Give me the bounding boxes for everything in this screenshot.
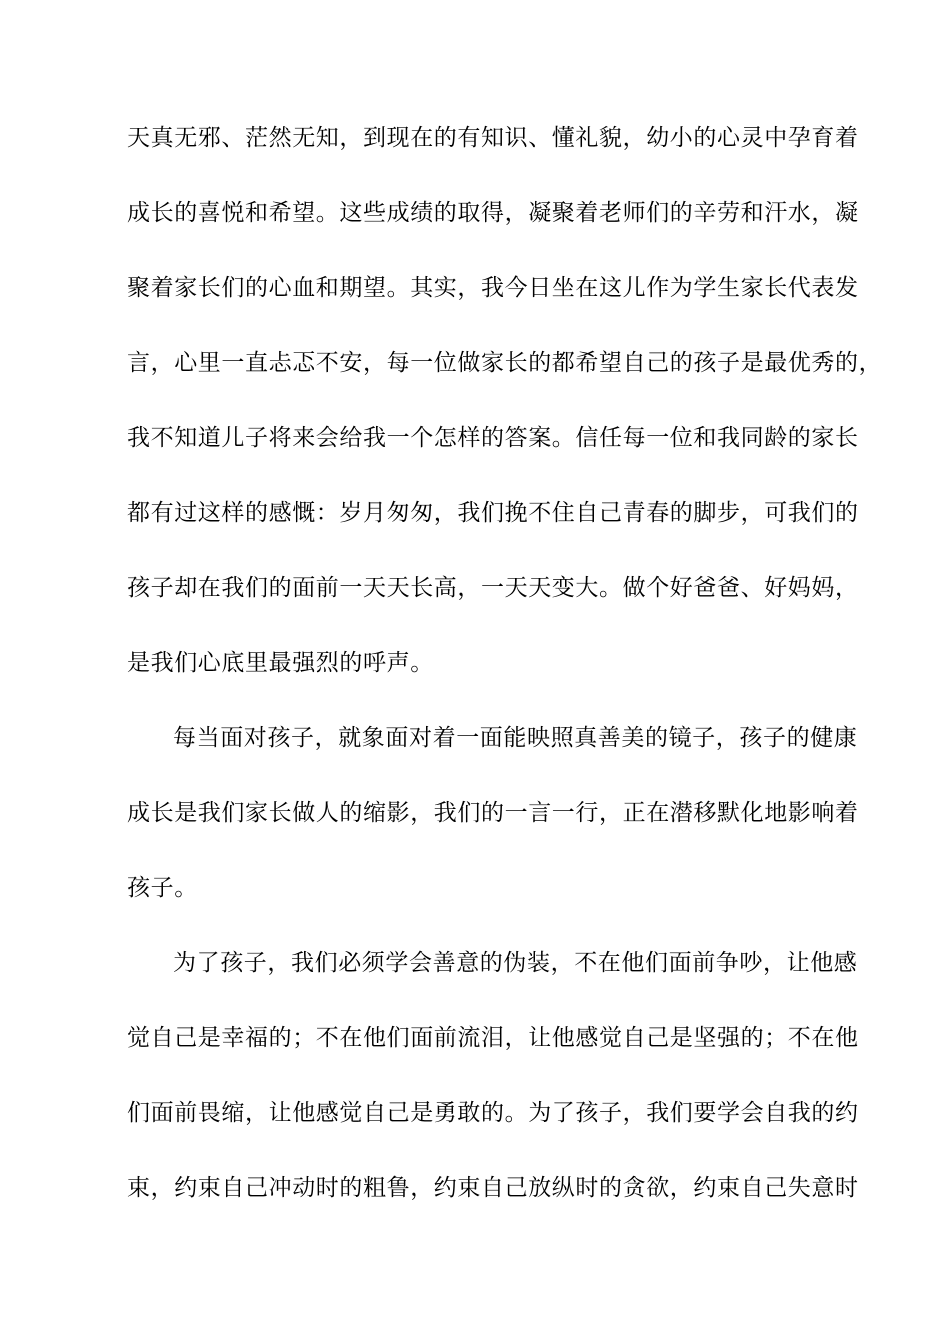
text-line: 觉自己是幸福的；不在他们面前流泪，让他感觉自己是坚强的；不在他 — [127, 1025, 859, 1051]
text-line: 们面前畏缩，让他感觉自己是勇敢的。为了孩子，我们要学会自我的约 — [127, 1100, 859, 1126]
text-line: 言，心里一直忐忑不安，每一位做家长的都希望自己的孩子是最优秀的， — [127, 350, 883, 376]
paragraph-first-line: 每当面对孩子，就象面对着一面能映照真善美的镜子，孩子的健康 — [173, 725, 858, 751]
paragraph-first-line: 为了孩子，我们必须学会善意的伪装，不在他们面前争吵，让他感 — [173, 950, 858, 976]
text-line: 孩子却在我们的面前一天天长高，一天天变大。做个好爸爸、好妈妈， — [127, 575, 859, 601]
text-line: 孩子。 — [127, 875, 198, 901]
text-line: 我不知道儿子将来会给我一个怎样的答案。信任每一位和我同龄的家长 — [127, 425, 859, 451]
text-line: 束，约束自己冲动时的粗鲁，约束自己放纵时的贪欲，约束自己失意时 — [127, 1175, 859, 1201]
text-line: 成长是我们家长做人的缩影，我们的一言一行，正在潜移默化地影响着 — [127, 800, 859, 826]
text-line: 聚着家长们的心血和期望。其实，我今日坐在这儿作为学生家长代表发 — [127, 275, 859, 301]
text-line: 是我们心底里最强烈的呼声。 — [127, 650, 434, 676]
text-line: 天真无邪、茫然无知，到现在的有知识、懂礼貌，幼小的心灵中孕育着 — [127, 125, 859, 151]
text-line: 都有过这样的感慨：岁月匆匆，我们挽不住自己青春的脚步，可我们的 — [127, 500, 859, 526]
text-line: 成长的喜悦和希望。这些成绩的取得，凝聚着老师们的辛劳和汗水，凝 — [127, 200, 859, 226]
